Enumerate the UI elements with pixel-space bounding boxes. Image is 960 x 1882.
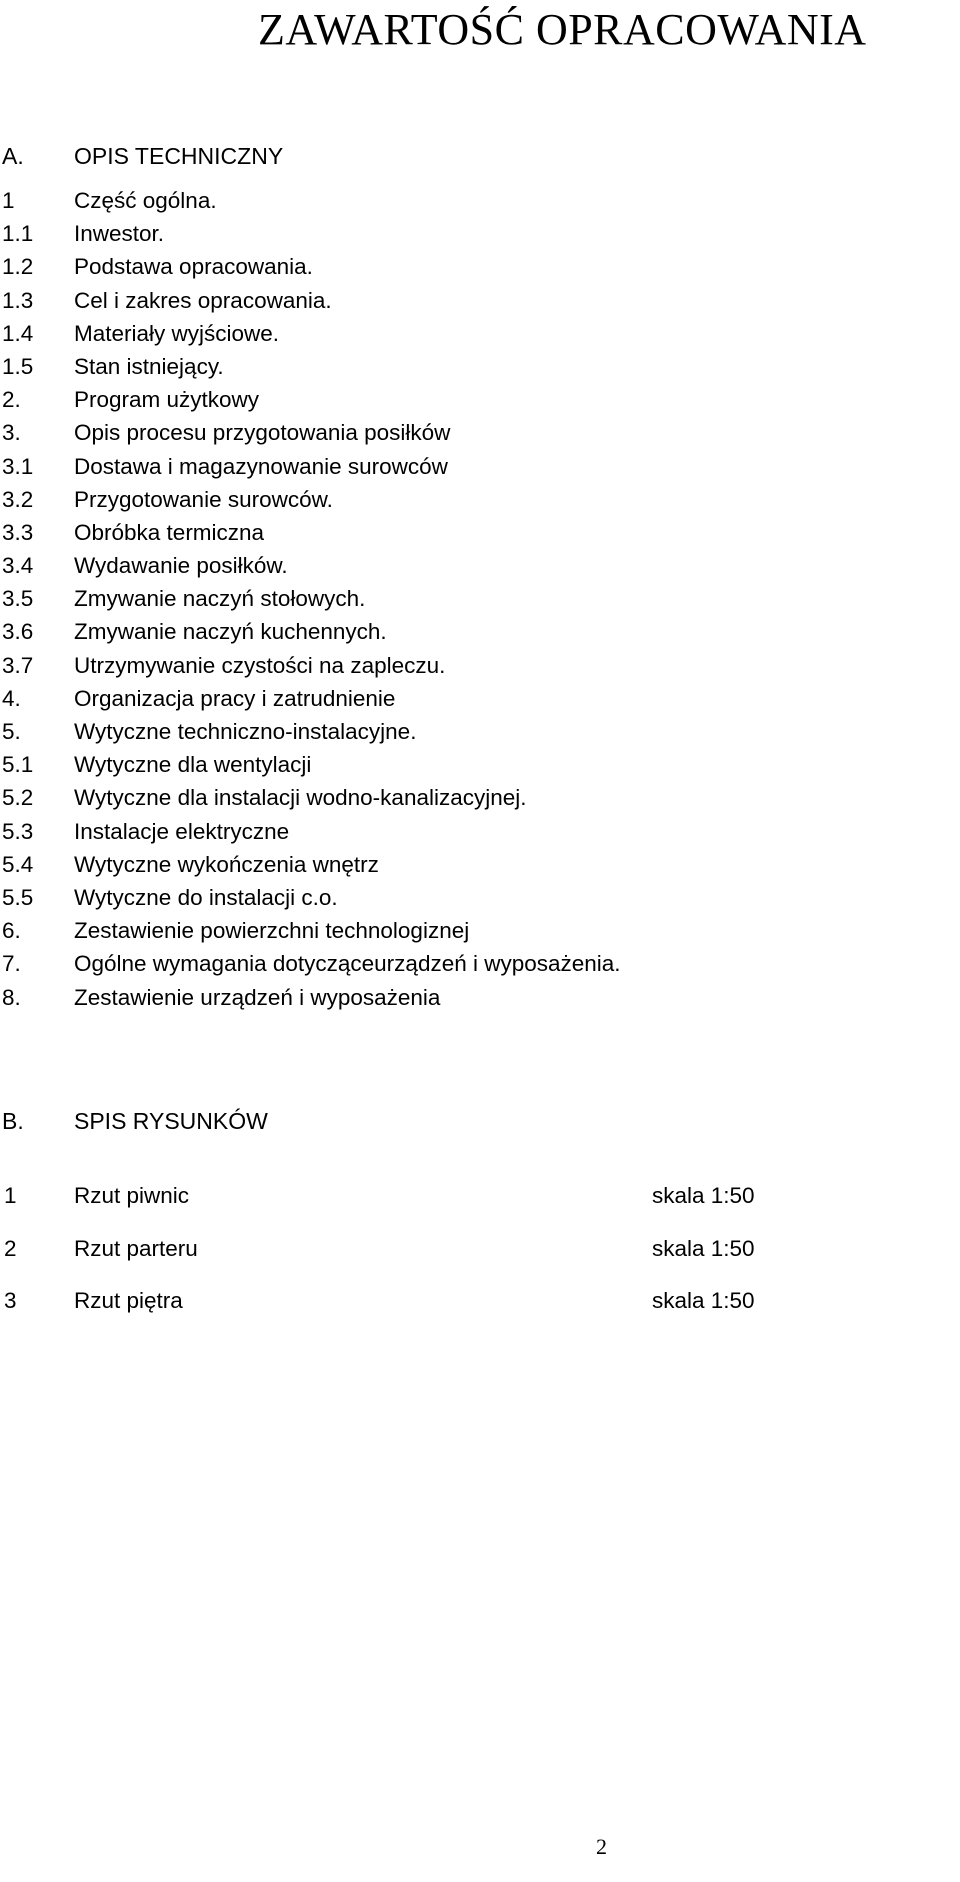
toc-item-title: Stan istniejący.: [74, 353, 224, 379]
toc-item: [0, 781, 700, 814]
toc-item-number: 1.2: [2, 254, 34, 280]
table-of-contents: [0, 184, 700, 1014]
toc-item: [0, 682, 700, 715]
toc-item: [0, 549, 700, 582]
section-a-label: OPIS TECHNICZNY: [74, 143, 284, 169]
toc-item-number: 5.2: [2, 785, 34, 811]
toc-item: [0, 284, 700, 317]
toc-item: [0, 317, 700, 350]
toc-item: [0, 350, 700, 383]
toc-item-number: 4.: [2, 685, 21, 711]
toc-item-number: 7.: [2, 951, 21, 977]
toc-item-title: Program użytkowy: [74, 387, 260, 413]
toc-item: [0, 450, 700, 483]
drawing-number: 3: [4, 1288, 17, 1313]
toc-item-title: Wydawanie posiłków.: [74, 553, 288, 579]
toc-item: [0, 383, 700, 416]
drawing-name: Rzut piwnic: [74, 1183, 190, 1208]
toc-item-title: Wytyczne do instalacji c.o.: [74, 884, 338, 910]
drawing-scale: skala 1:50: [652, 1288, 755, 1313]
drawing-scale: skala 1:50: [652, 1183, 755, 1208]
toc-item-title: Utrzymywanie czystości na zapleczu.: [74, 652, 446, 678]
section-a-letter: A.: [2, 143, 24, 169]
drawing-row: [0, 1227, 800, 1280]
toc-item-title: Wytyczne wykończenia wnętrz: [74, 851, 379, 877]
toc-item: [0, 416, 700, 449]
toc-item-number: 2.: [2, 387, 21, 413]
toc-item-title: Podstawa opracowania.: [74, 254, 313, 280]
toc-item: [0, 184, 700, 217]
toc-item-title: Zestawienie powierzchni technologiznej: [74, 918, 470, 944]
toc-item: [0, 250, 700, 283]
toc-item: [0, 715, 700, 748]
drawing-row: [0, 1279, 800, 1332]
toc-item-number: 3.3: [2, 519, 34, 545]
drawing-number: 1: [4, 1183, 17, 1208]
toc-item-number: 3.5: [2, 586, 34, 612]
toc-item-number: 3.2: [2, 486, 34, 512]
toc-item-title: Zmywanie naczyń stołowych.: [74, 586, 366, 612]
drawing-scale: skala 1:50: [652, 1235, 755, 1261]
toc-item-title: Zmywanie naczyń kuchennych.: [74, 619, 387, 645]
toc-item-number: 3.7: [2, 652, 34, 678]
toc-item: [0, 516, 700, 549]
toc-item-title: Zestawienie urządzeń i wyposażenia: [74, 984, 441, 1010]
page-number: 2: [596, 1834, 607, 1859]
toc-item-number: 1: [2, 188, 15, 213]
toc-item: [0, 881, 700, 914]
toc-item: [0, 582, 700, 615]
toc-item-title: Instalacje elektryczne: [74, 818, 290, 844]
toc-item-number: 5.3: [2, 818, 34, 844]
toc-item-number: 3.4: [2, 553, 34, 579]
drawing-number: 2: [4, 1235, 17, 1261]
toc-item-number: 5.5: [2, 884, 34, 910]
toc-item-title: Obróbka termiczna: [74, 519, 265, 545]
toc-item-number: 1.1: [2, 221, 34, 247]
toc-item: [0, 848, 700, 881]
toc-item: [0, 947, 700, 980]
toc-item-title: Materiały wyjściowe.: [74, 320, 280, 346]
toc-item-number: 5.1: [2, 752, 34, 778]
drawing-list: [0, 1174, 800, 1332]
toc-item-number: 1.4: [2, 320, 34, 346]
toc-item-number: 3.: [2, 420, 21, 446]
toc-item-title: Dostawa i magazynowanie surowców: [74, 453, 448, 479]
toc-item-number: 6.: [2, 918, 21, 944]
toc-item-title: Cel i zakres opracowania.: [74, 287, 332, 313]
toc-item: [0, 981, 700, 1014]
toc-item-number: 3.6: [2, 619, 34, 645]
toc-item-title: Ogólne wymagania dotycząceurządzeń i wyposażenia.: [74, 951, 621, 977]
drawing-row: [0, 1174, 800, 1227]
toc-item-title: Inwestor.: [74, 221, 165, 247]
toc-item: [0, 615, 700, 648]
drawing-name: Rzut parteru: [74, 1235, 198, 1261]
document-title: ZAWARTOŚĆ OPRACOWANIA: [258, 5, 867, 54]
toc-item-title: Wytyczne dla wentylacji: [74, 752, 312, 778]
toc-item-number: 8.: [2, 984, 21, 1010]
toc-item-number: 3.1: [2, 453, 34, 479]
toc-item-number: 1.5: [2, 353, 34, 379]
toc-item-number: 5.4: [2, 851, 34, 877]
toc-item: [0, 483, 700, 516]
toc-item: [0, 815, 700, 848]
toc-item-title: Przygotowanie surowców.: [74, 486, 333, 512]
toc-item: [0, 914, 700, 947]
toc-item: [0, 217, 700, 250]
section-b-letter: B.: [2, 1108, 24, 1134]
toc-item-title: Organizacja pracy i zatrudnienie: [74, 685, 396, 711]
toc-item-title: Wytyczne dla instalacji wodno-kanalizacyjnej.: [74, 785, 527, 811]
toc-item-number: 5.: [2, 719, 21, 744]
toc-item: [0, 649, 700, 682]
drawing-name: Rzut piętra: [74, 1288, 183, 1313]
toc-item-title: Opis procesu przygotowania posiłków: [74, 420, 451, 446]
toc-item-number: 1.3: [2, 287, 34, 313]
toc-item-title: Wytyczne techniczno-instalacyjne.: [74, 719, 417, 744]
toc-item-title: Część ogólna.: [74, 188, 217, 213]
toc-item: [0, 748, 700, 781]
section-b-label: SPIS RYSUNKÓW: [74, 1108, 268, 1134]
